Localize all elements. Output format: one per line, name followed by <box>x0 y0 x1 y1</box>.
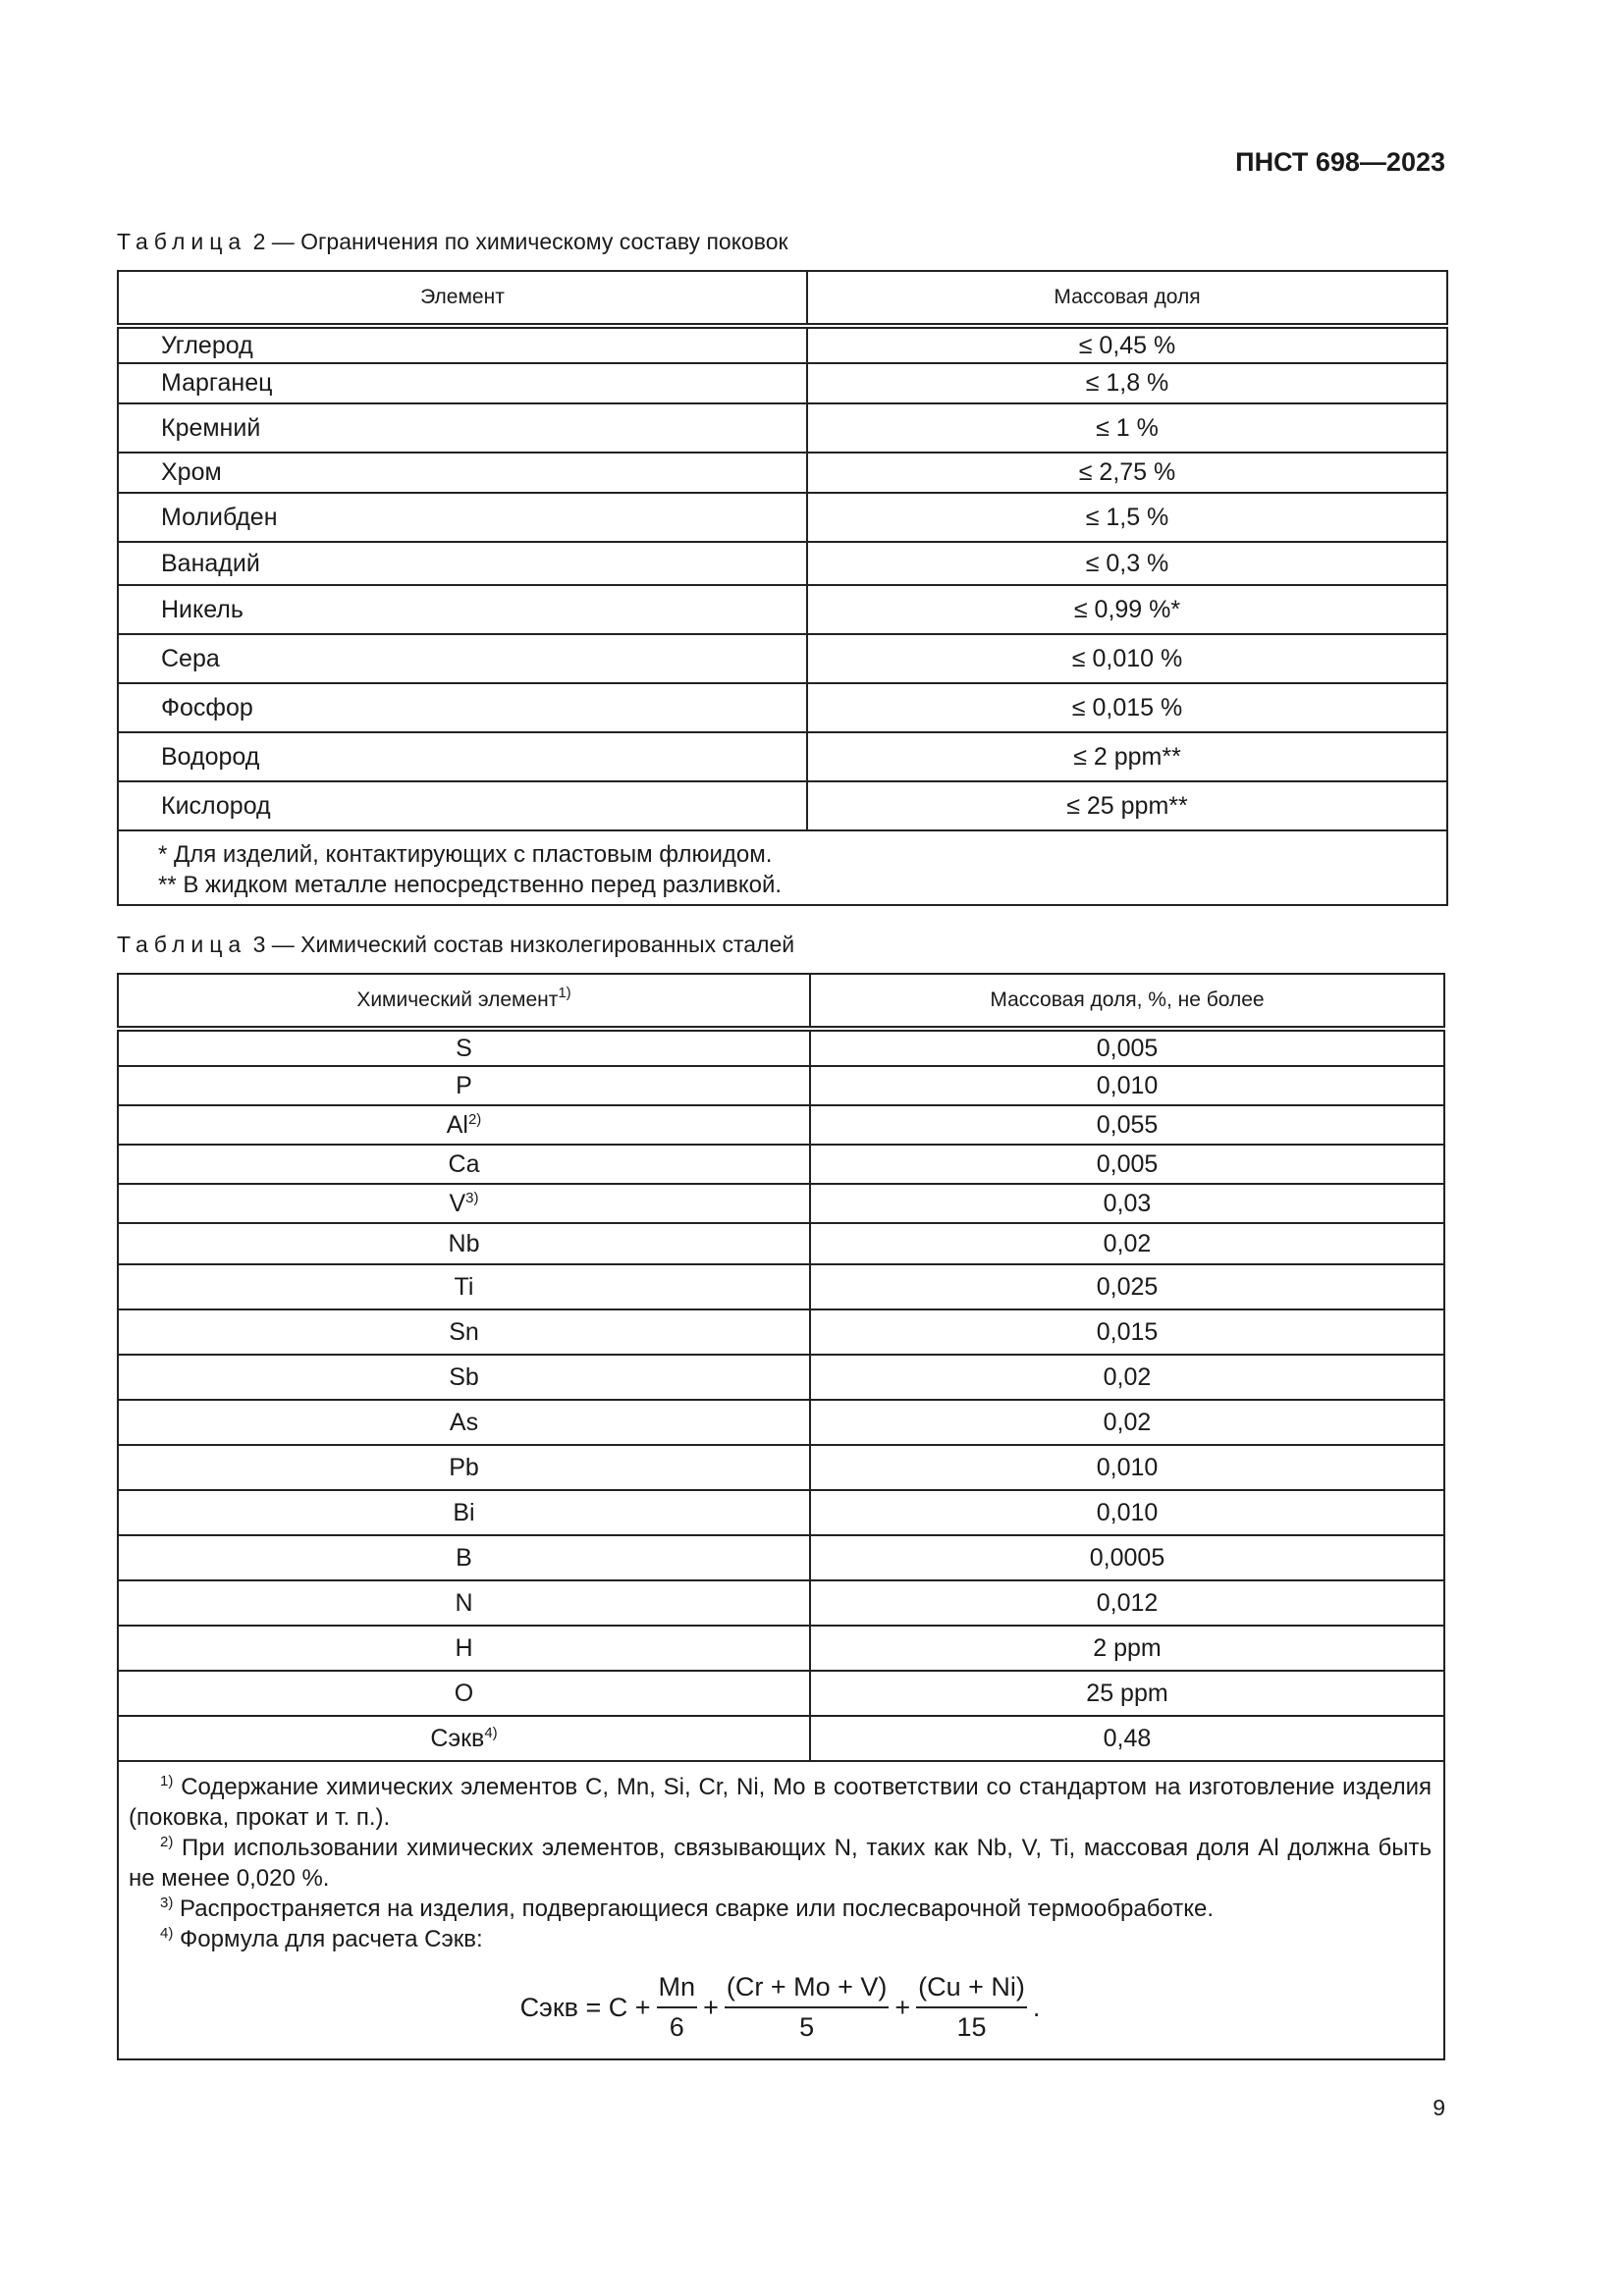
table2-value-cell: ≤ 1,5 % <box>807 493 1447 542</box>
formula-fraction-cu-ni: $\frac{(Cu + Ni)}{15}$ <box>918 1972 1025 2042</box>
page-number: 9 <box>1433 2095 1445 2120</box>
table2-row <box>118 326 1447 363</box>
table3-element-cell <box>118 1626 810 1671</box>
formula-end: . <box>1032 1992 1041 2022</box>
table3-footnote-mark: 2) <box>467 1110 482 1128</box>
table3-caption-text: 3 — Химический состав низколегированных сталей <box>252 932 795 957</box>
table3-element-cell <box>118 1716 810 1761</box>
table3-element-symbol: H <box>455 1633 473 1662</box>
table3-body <box>118 1029 1444 1761</box>
table3-row <box>118 1445 1444 1490</box>
table3-footnote-mark: 3) <box>465 1189 479 1206</box>
table3-value-cell: 0,055 <box>810 1105 1444 1145</box>
table3-row <box>118 1105 1444 1145</box>
table3-header-element <box>118 974 810 1029</box>
table2-header-element: Элемент <box>118 271 807 326</box>
table3-element-cell <box>118 1355 810 1400</box>
table3-element-cell <box>118 1223 810 1264</box>
table2-value-cell: ≤ 2,75 % <box>807 453 1447 493</box>
table3-row <box>118 1400 1444 1445</box>
table3-row <box>118 1490 1444 1535</box>
table3-element-symbol: Sn <box>449 1317 479 1346</box>
table3-row <box>118 1535 1444 1580</box>
table2-element-cell: Кремний <box>118 403 807 453</box>
table2-row <box>118 585 1447 634</box>
table3-element-symbol: Ca <box>448 1149 480 1178</box>
table2-element-cell: Молибден <box>118 493 807 542</box>
table2-caption <box>117 229 788 255</box>
table3-row <box>118 1716 1444 1761</box>
table3-element-symbol: Сэкв <box>430 1724 485 1752</box>
table2-element-cell: Марганец <box>118 363 807 403</box>
table3-element-symbol: P <box>456 1071 472 1099</box>
table2-value-cell: ≤ 0,99 %* <box>807 585 1447 634</box>
table3-row <box>118 1580 1444 1626</box>
table3-row <box>118 1145 1444 1184</box>
table3-element-symbol: Pb <box>449 1453 479 1481</box>
table3-row <box>118 1264 1444 1309</box>
table2-notes-row <box>118 830 1447 905</box>
formula-lhs: Сэкв = C + <box>519 1992 651 2022</box>
table3-element-symbol: O <box>454 1679 474 1707</box>
table2-row <box>118 732 1447 781</box>
table3-element-cell <box>118 1145 810 1184</box>
table2-value-cell: ≤ 0,010 % <box>807 634 1447 683</box>
table3-element-symbol: N <box>455 1588 473 1617</box>
table3-value-cell: 0,005 <box>810 1029 1444 1066</box>
table3-header-mass-fraction: Массовая доля, %, не более <box>810 974 1444 1029</box>
table2-row <box>118 403 1447 453</box>
table3-element-symbol: Al <box>446 1110 468 1139</box>
formula-plus: + <box>894 1992 911 2022</box>
table2-value-cell: ≤ 0,3 % <box>807 542 1447 585</box>
table3-element-cell <box>118 1105 810 1145</box>
table3-header-row <box>118 974 1444 1029</box>
table3-value-cell: 0,010 <box>810 1490 1444 1535</box>
table2-element-cell: Никель <box>118 585 807 634</box>
table3-row <box>118 1309 1444 1355</box>
table3-element-cell <box>118 1184 810 1223</box>
table3-element-symbol: S <box>456 1034 472 1062</box>
table2-value-cell: ≤ 1,8 % <box>807 363 1447 403</box>
table3-row <box>118 1223 1444 1264</box>
table2-value-cell: ≤ 0,015 % <box>807 683 1447 732</box>
table3-element-cell <box>118 1066 810 1105</box>
table3-caption-label: Таблица <box>117 932 247 957</box>
table2-note: * Для изделий, контактирующих с пластовым флюидом. <box>158 841 773 868</box>
table3-value-cell: 2 ppm <box>810 1626 1444 1671</box>
table2-body <box>118 326 1447 830</box>
table3-value-cell: 0,015 <box>810 1309 1444 1355</box>
table3-element-cell <box>118 1490 810 1535</box>
table2 <box>117 270 1448 906</box>
table3-value-cell: 0,02 <box>810 1223 1444 1264</box>
table2-caption-text: 2 — Ограничения по химическому составу поковок <box>252 229 788 254</box>
table3-element-cell <box>118 1580 810 1626</box>
table3-row <box>118 1184 1444 1223</box>
table2-element-cell: Кислород <box>118 781 807 830</box>
table2-row <box>118 634 1447 683</box>
table3-element-cell <box>118 1029 810 1066</box>
table3-element-symbol: Bi <box>453 1498 475 1526</box>
table2-element-cell: Сера <box>118 634 807 683</box>
table3-value-cell: 0,02 <box>810 1400 1444 1445</box>
formula-fraction-mn: $\frac{Mn}{6}$ <box>658 1972 696 2042</box>
table3-element-symbol: Ti <box>454 1272 474 1301</box>
table3-value-cell: 0,02 <box>810 1355 1444 1400</box>
table3-row <box>118 1671 1444 1716</box>
formula-fraction-cr-mo-v: $\frac{(Cr + Mo + V)}{5}$ <box>726 1972 888 2042</box>
formula-plus: + <box>703 1992 719 2022</box>
table2-element-cell: Углерод <box>118 326 807 363</box>
table2-element-cell: Водород <box>118 732 807 781</box>
table3-footnote-mark: 4) <box>484 1724 498 1741</box>
table3-note-4: $^{4)}$ Формула для расчета Сэкв: <box>160 1925 483 1952</box>
table2-notes <box>118 830 1447 905</box>
table2-value-cell: ≤ 0,45 % <box>807 326 1447 363</box>
table2-value-cell: ≤ 25 ppm** <box>807 781 1447 830</box>
table2-row <box>118 542 1447 585</box>
table2-row <box>118 363 1447 403</box>
table3-notes <box>118 1761 1444 2059</box>
table3-element-cell <box>118 1309 810 1355</box>
table3-caption <box>117 932 794 958</box>
document-code: ПНСТ 698—2023 <box>1235 147 1445 177</box>
table2-value-cell: ≤ 2 ppm** <box>807 732 1447 781</box>
table3-element-symbol: Nb <box>448 1229 480 1257</box>
table2-row <box>118 493 1447 542</box>
table2-element-cell: Хром <box>118 453 807 493</box>
table3-row <box>118 1355 1444 1400</box>
table3-note-2: $^{2)}$ При использовании химических элементов, связывающих N, таких как Nb, V, Ti, массовая доля Al должна быть не менее 0,020 %. <box>129 1834 1433 1892</box>
table3-element-cell <box>118 1535 810 1580</box>
table3-element-cell <box>118 1671 810 1716</box>
table2-element-cell: Ванадий <box>118 542 807 585</box>
table3-value-cell: 0,025 <box>810 1264 1444 1309</box>
table3-row <box>118 1029 1444 1066</box>
table3-note-3: $^{3)}$ Распространяется на изделия, подвергающиеся сварке или послесварочной термообработке. <box>160 1895 1215 1922</box>
table3-element-symbol: As <box>449 1408 479 1436</box>
table3-value-cell: 0,010 <box>810 1445 1444 1490</box>
table3 <box>117 973 1445 2060</box>
table3-note-1: $^{1)}$ Содержание химических элементов C, Mn, Si, Cr, Ni, Mo в соответствии со стандартом на изготовление изделия (поковка, прокат и т. п.). <box>129 1773 1433 1831</box>
table2-value-cell: ≤ 1 % <box>807 403 1447 453</box>
table3-value-cell: 0,48 <box>810 1716 1444 1761</box>
table2-row <box>118 781 1447 830</box>
table3-row <box>118 1066 1444 1105</box>
table3-notes-row <box>118 1761 1444 2059</box>
carbon-equivalent-formula <box>129 1972 1432 2043</box>
table3-element-symbol: Sb <box>449 1362 479 1391</box>
table3-header-footnote-mark: 1) <box>558 985 571 1001</box>
table3-element-cell <box>118 1264 810 1309</box>
table2-header-mass-fraction: Массовая доля <box>807 271 1447 326</box>
table3-row <box>118 1626 1444 1671</box>
table2-caption-label: Таблица <box>117 229 247 254</box>
table3-element-symbol: B <box>456 1543 472 1572</box>
table3-value-cell: 0,012 <box>810 1580 1444 1626</box>
table2-row <box>118 453 1447 493</box>
table3-element-cell <box>118 1400 810 1445</box>
table3-value-cell: 0,010 <box>810 1066 1444 1105</box>
table3-value-cell: 25 ppm <box>810 1671 1444 1716</box>
table2-row <box>118 683 1447 732</box>
table2-note: ** В жидком металле непосредственно перед разливкой. <box>158 872 783 898</box>
table3-value-cell: 0,0005 <box>810 1535 1444 1580</box>
table3-element-cell <box>118 1445 810 1490</box>
table3-value-cell: 0,03 <box>810 1184 1444 1223</box>
table3-element-symbol: V <box>449 1189 466 1217</box>
table3-header-element-label: Химический элемент <box>356 988 559 1011</box>
table2-element-cell: Фосфор <box>118 683 807 732</box>
table3-value-cell: 0,005 <box>810 1145 1444 1184</box>
table2-header-row <box>118 271 1447 326</box>
